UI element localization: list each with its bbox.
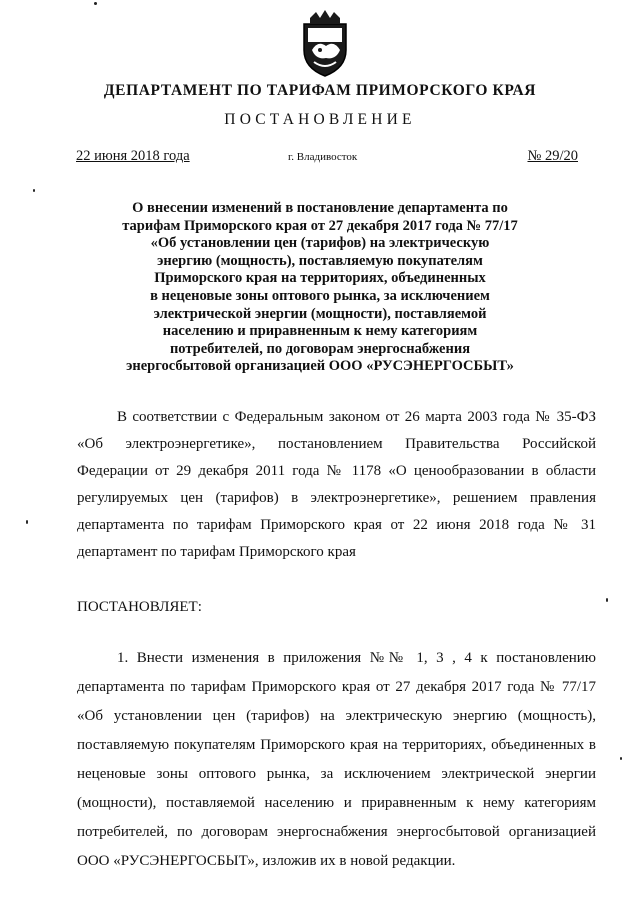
decree-number: № 29/20	[527, 148, 578, 164]
document-type: ПОСТАНОВЛЕНИЕ	[224, 111, 416, 128]
title-line: населению и приравненным к нему категориям	[162, 323, 478, 340]
preamble-line: «Об электроэнергетике», постановлением Правительства Российской	[77, 436, 596, 452]
scan-speck	[606, 598, 608, 602]
title-line: Приморского края на территориях, объединенных	[154, 270, 486, 287]
title-line: «Об установлении цен (тарифов) на электрическую	[150, 235, 490, 252]
scan-speck	[94, 2, 97, 5]
preamble-line: В соответствии с Федеральным законом от 26 марта 2003 года № 35-ФЗ	[117, 409, 596, 425]
title-line: энергосбытовой организацией ООО «РУСЭНЕРГОСБЫТ»	[126, 358, 514, 375]
decree-date: 22 июня 2018 года	[76, 148, 190, 164]
preamble-line: департамента по тарифам Приморского края от 22 июня 2018 года № 31	[77, 517, 596, 533]
title-line: тарифам Приморского края от 27 декабря 2017 года № 77/17	[122, 217, 518, 234]
item-1-line: (мощности), поставляемой населению и приравненным к нему категориям	[77, 795, 596, 811]
title-line: в неценовые зоны оптового рынка, за исключением	[150, 287, 490, 304]
preamble-line: департамент по тарифам Приморского края	[77, 544, 356, 560]
title-line: потребителей, по договорам энергоснабжения	[169, 340, 471, 357]
item-1-line: потребителей, по договорам энергоснабжения энергосбытовой организацией	[77, 824, 596, 840]
title-line: энергию (мощность), поставляемую покупателям	[157, 252, 483, 269]
item-1-line: департамента по тарифам Приморского края от 27 декабря 2017 года № 77/17	[77, 679, 596, 695]
item-1-line: неценовые зоны оптового рынка, за исключением электрической энергии	[77, 766, 596, 782]
decree-city: г. Владивосток	[288, 151, 358, 163]
resolves-heading: ПОСТАНОВЛЯЕТ:	[77, 599, 202, 615]
preamble-paragraph	[77, 404, 596, 566]
department-name: ДЕПАРТАМЕНТ ПО ТАРИФАМ ПРИМОРСКОГО КРАЯ	[103, 82, 537, 99]
item-1-line: поставляемую покупателям Приморского края на территориях, объединенных в	[77, 737, 596, 753]
title-line: электрической энергии (мощности), поставляемой	[153, 305, 487, 322]
scan-speck	[33, 189, 35, 192]
preamble-line: Федерации от 29 декабря 2011 года № 1178 «О ценообразовании в области	[77, 463, 596, 479]
item-1-line: «Об установлении цен (тарифов) на электрическую энергию (мощность),	[77, 708, 596, 724]
title-line: О внесении изменений в постановление департамента по	[132, 200, 508, 216]
item-1-line: ООО «РУСЭНЕРГОСБЫТ», изложив их в новой редакции.	[77, 853, 456, 869]
decree-title	[70, 200, 570, 376]
item-1-line: 1. Внести изменения в приложения №№ 1, 3 , 4 к постановлению	[117, 650, 596, 666]
scan-speck	[620, 757, 622, 760]
item-1-paragraph	[77, 644, 596, 876]
preamble-line: регулируемых цен (тарифов) в электроэнергетике», решением правления	[77, 490, 596, 506]
scan-speck	[26, 520, 28, 524]
coat-of-arms-icon	[296, 10, 354, 78]
